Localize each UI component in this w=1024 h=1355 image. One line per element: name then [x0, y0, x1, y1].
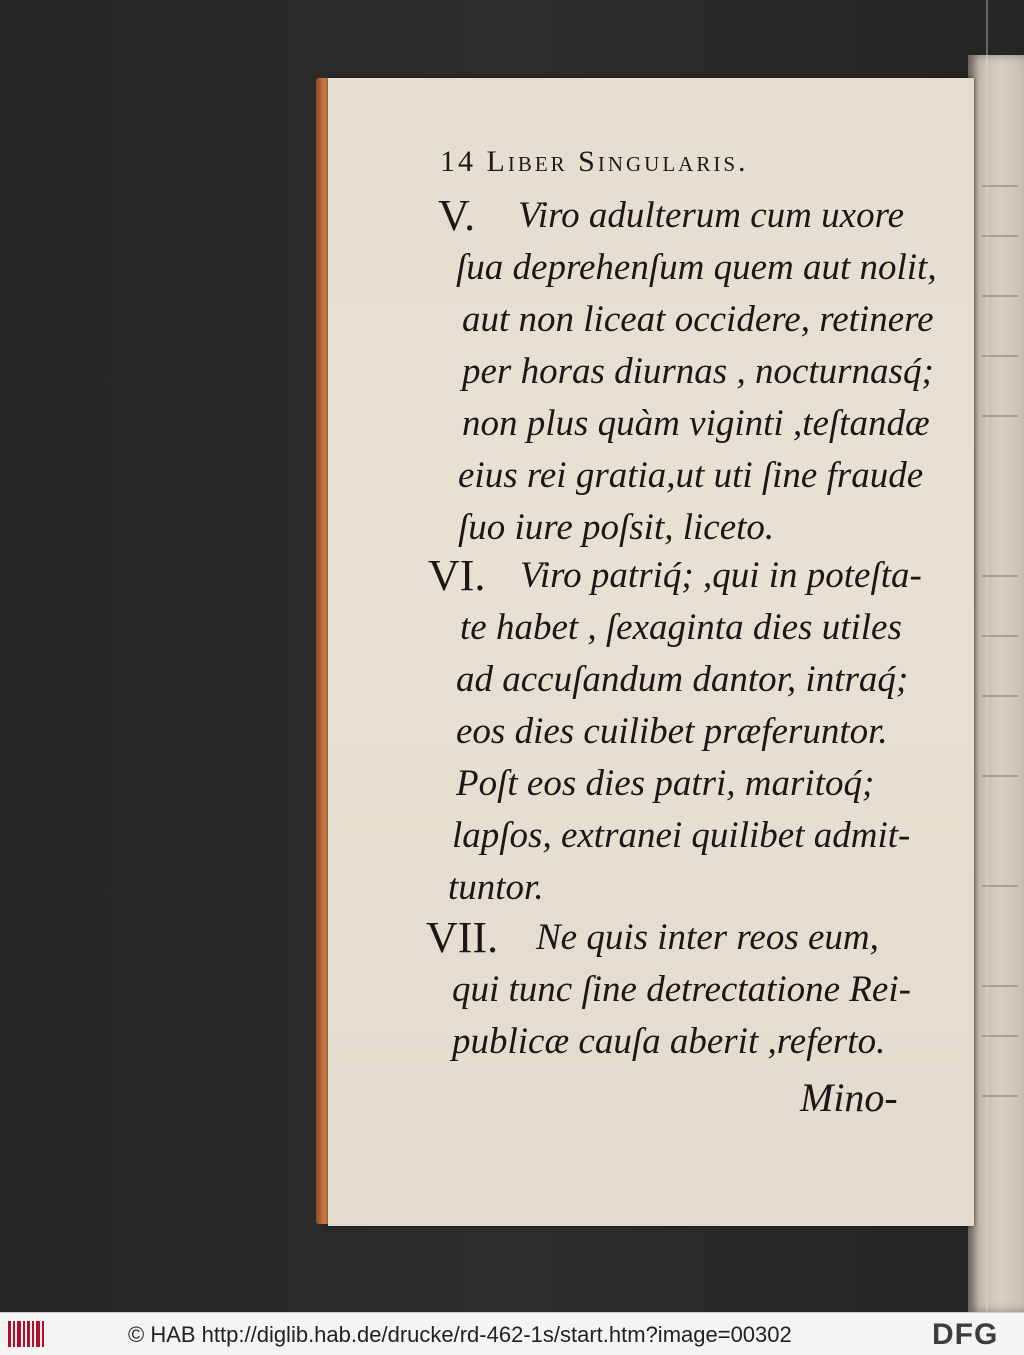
entry-line: eos dies cuilibet præferuntor. [456, 711, 888, 752]
entry-line: tuntor. [448, 867, 544, 908]
entry-line: Viro adulterum cum uxore [518, 195, 905, 236]
copyright-link[interactable]: © HAB http://diglib.hab.de/drucke/rd-462-1s/start.htm?image=00302 [128, 1322, 792, 1347]
entry-line: Poſt eos dies patri, maritoq́; [456, 763, 875, 804]
entry-numeral: V. [438, 191, 476, 240]
catchword: Mino- [800, 1075, 898, 1120]
footer-bar [0, 1312, 1024, 1355]
entry-line: Viro patriq́; ,qui in poteſta- [520, 555, 922, 596]
entry-line: aut non liceat occidere, retinere [462, 299, 934, 340]
entry-numeral: VII. [426, 913, 499, 962]
entry-line: lapſos, extranei quilibet admit- [452, 815, 911, 856]
entry-line: ad accuſandum dantor, intraq́; [456, 659, 909, 700]
dfg-logo[interactable]: DFG [932, 1318, 999, 1351]
running-head: 14 Liber Singularis. [440, 145, 749, 178]
law-entry-vi [428, 550, 948, 920]
entry-line: eius rei gratia,ut uti ſine fraude [458, 455, 924, 496]
hab-barcode-logo-icon[interactable] [8, 1321, 46, 1347]
entry-line: non plus quàm viginti ,teſtandæ [462, 403, 930, 444]
entry-line: ſua deprehenſum quem aut nolit, [456, 247, 937, 288]
law-entry-vii [428, 912, 948, 1072]
entry-line: publicæ cauſa aberit ,referto. [452, 1021, 886, 1062]
law-entry-v [428, 190, 948, 560]
entry-line: per horas diurnas , nocturnasq́; [462, 351, 934, 392]
entry-line: ſuo iure poſsit, liceto. [458, 507, 775, 548]
facing-page-edge [968, 55, 1024, 1312]
entry-line: te habet , ſexaginta dies utiles [460, 607, 902, 648]
entry-numeral: VI. [428, 551, 486, 600]
entry-line: qui tunc ſine detrectatione Rei- [452, 969, 911, 1010]
book-spine-line [986, 0, 988, 1312]
entry-line: Ne quis inter reos eum, [536, 917, 879, 958]
